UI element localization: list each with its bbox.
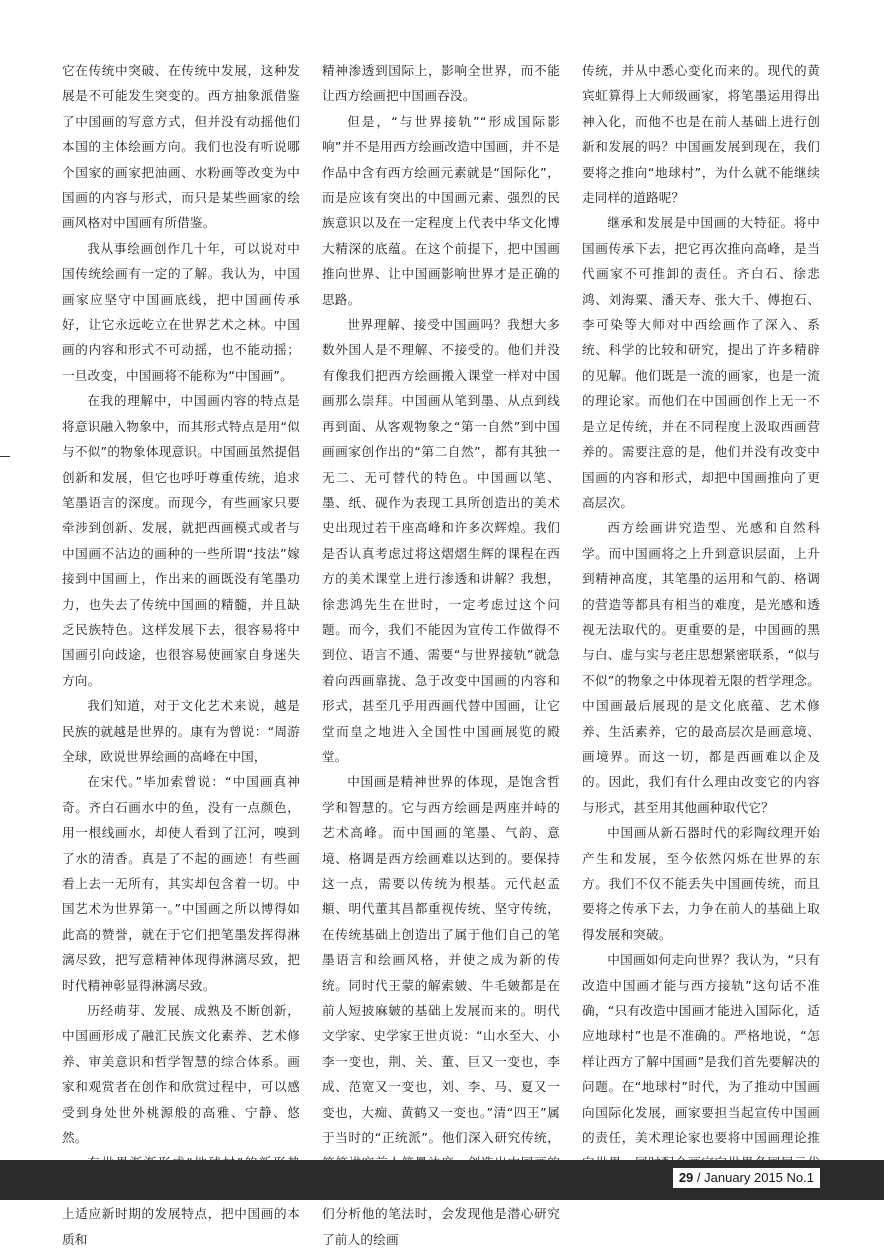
page-number: 29 [678, 1170, 694, 1185]
paragraph: 它在传统中突破、在传统中发展，这种发展是不可能发生突变的。西方抽象派借鉴了中国画的写意方式，但并没有动摇他们本国的主体绘画方向。我们也没有听说哪个国家的画家把油画、水粉画等改变为中国画的内容与形式，而只是某些画家的绘画风格对中国画有所借鉴。 [62, 63, 300, 231]
paragraph: 在宋代。”毕加索曾说：“中国画真神奇。齐白石画水中的鱼，没有一点颜色，用一根线画水，却使人看到了江河，嗅到了水的清香。真是了不起的画迹！有些画看上去一无所有，其实却包含着一切。中国艺术为世界第一。”中国画之所以博得如此高的赞誉，就在于它们把笔墨发挥得淋漓尽致，把写意精神体现得淋漓尽致，把时代精神彰显得淋漓尽致。 [62, 774, 300, 993]
issue-label: / January 2015 No.1 [693, 1170, 814, 1185]
paragraph: 西方绘画讲究造型、光感和自然科学。而中国画将之上升到意识层面，上升到精神高度，其笔墨的运用和气韵、格调的营造等都具有相当的难度，是光感和透视无法取代的。更重要的是，中国画的黑与白、虚与实与老庄思想紧密联系，“似与不似”的物象之中体现着无限的哲学理念。中国画最后展现的是文化底蕴、艺术修养、生活素养，它的最高层次是画意境、画境界。而这一切，都是西画难以企及的。因此，我们有什么理由改变它的内容与形式，甚至用其他画种取代它？ [582, 520, 820, 815]
paragraph: 世界理解、接受中国画吗？我想大多数外国人是不理解、不接受的。他们并没有像我们把西方绘画搬入课堂一样对中国画那么崇拜。中国画从笔到墨、从点到线再到面、从客观物象之“第一自然”到中国画画家创作出的“第二自然”，都有其独一无二、无可替代的特色。中国画以笔、墨、纸、砚作为表现工具所创造出的美术史出现过若干座高峰和许多次辉煌。我们是否认真考虑过将这熠熠生辉的课程在西方的美术课堂上进行渗透和讲解？我想，徐悲鸿先生在世时，一定考虑过这个问题。而今，我们不能因为宣传工作做得不到位、语言不通、需要“与世界接轨”就急着向西画靠拢、急于改变中国画的内容和形式，甚至几乎用西画代替中国画，让它堂而皇之地进入全国性中国画展览的殿堂。 [322, 317, 560, 764]
paragraph: 中国画是精神世界的体现，是饱含哲学和智慧的。它与西方绘画是两座并峙的艺术高峰。而中国画的笔墨、气韵、意境、格调是西方绘画难以达到的。要保持这一点，需要以传统为根基。元代赵孟頫、明代董其昌都重视传统、坚守传统，在传统基础上创造出了属于他们自己的笔墨语言和绘画风格，并使之成为新的传统。同时代王蒙的解索皴、牛毛皴都是在前人短披麻皴的基础上发展而来的。明代文学家、史学家王世贞说：“山水至大、小李一变也，荆、关、董、巨又一变也，李成、范宽又一变也，刘、李、马、夏又一变也，大痴、黄鹤又一变也。”清“四王”属于当时的“正统派”。他们深入研究传统， 们分析他的笔法时，会发现他是潜心研究了前人的绘画 [322, 774, 560, 1247]
paragraph: 上适应新时期的发展特点，把中国画的本质和 [62, 1206, 300, 1247]
paragraph: 历经萌芽、发展、成熟及不断创新，中国画形成了融汇民族文化素养、艺术修养、审美意识和哲学智慧的综合体系。画家和观赏者在创作和欣赏过程中，可以感受到身处世外桃源般的高雅、宁静、悠然。 [62, 1003, 300, 1146]
paragraph: 中国画如何走向世界？我认为，“只有改造中国画才能与西方接轨”这句话不准确，“只有改造中国画才能进入国际化，适应地球村”也是不准确的。严格地说，“怎样让西方了解中国画”是我们首先要解决的问题。在“地球村”时代，为了推动中国画向国际化发展，画家要担当起宣传中国画的责任，美术理论家也要将中国画理论推 [582, 952, 820, 1146]
paragraph: 我从事绘画创作几十年，可以说对中国传统绘画有一定的了解。我认为，中国画家应坚守中国画底线，把中国画传承好，让它永远屹立在世界艺术之林。中国画的内容和形式不可动摇，也不能动摇；一旦改变，中国画将不能称为“中国画”。 [62, 240, 300, 383]
page-footer [673, 1168, 820, 1188]
text-column-2 [322, 58, 560, 1247]
paragraph: 继承和发展是中国画的大特征。将中国画传承下去，把它再次推向高峰，是当代画家不可推卸的责任。齐白石、徐悲鸿、刘海粟、潘天寿、张大千、傅抱石、李可染等大师对中西绘画作了深入、系统、科学的比较和研究，提出了许多精辟的见解。他们既是一流的画家，也是一流的理论家。而他们在中国画创作上无一不是立足传统，并在不同程度上汲取西画营养的。需要注意的是，他们并没有改变中国画的内容和形式，却把中国画推向了更高层次。 [582, 215, 820, 510]
margin-mark [0, 456, 10, 457]
text-column-3 [582, 58, 820, 1148]
paragraph: 传统，并从中悉心变化而来的。现代的黄宾虹算得上大师级画家，将笔墨运用得出神入化，而他不也是在前人基础上进行创新和发展的吗？中国画发展到现在，我们要将之推向“地球村”，为什么就不能继续走同样的道路呢？ [582, 63, 820, 206]
paragraph: 但是，“与世界接轨”“形成国际影响”并不是用西方绘画改造中国画，并不是作品中含有西方绘画元素就是“国际化”，而是应该有突出的中国画元素、强烈的民族意识以及在一定程度上代表中华文化博大精深的底蕴。在这个前提下，把中国画推向世界、让中国画影响世界才是正确的思路。 [322, 113, 560, 307]
paragraph: 我们知道，对于文化艺术来说，越是民族的就越是世界的。康有为曾说：“周游全球，欧说世界绘画的高峰在中国， [62, 698, 300, 764]
paragraph: 在我的理解中，中国画内容的特点是将意识融入物象中，而其形式特点是用“似与不似”的物象体现意识。中国画虽然提倡创新和发展，但它也呼吁尊重传统，追求笔墨语言的深度。而现今，有些画家只要牵涉到创新、发展，就把西画模式或者与中国画不沾边的画种的一些所谓“技法”嫁接到中国画上，作出来的画既没有笔墨功力，也失去了传统中国画的精髓，并且缺乏民族特色。这样发展下去，很容易将中国画引向歧途，也很容易使画家自身迷失方向。 [62, 393, 300, 688]
text-column-1 [62, 58, 300, 1247]
paragraph: 中国画从新石器时代的彩陶纹理开始产生和发展，至今依然闪烁在世界的东方。我们不仅不能丢失中国画传统，而且要将之传承下去，力争在前人的基础上取得发展和突破。 [582, 825, 820, 942]
paragraph: 精神渗透到国际上，影响全世界，而不能让西方绘画把中国画吞没。 [322, 63, 560, 104]
